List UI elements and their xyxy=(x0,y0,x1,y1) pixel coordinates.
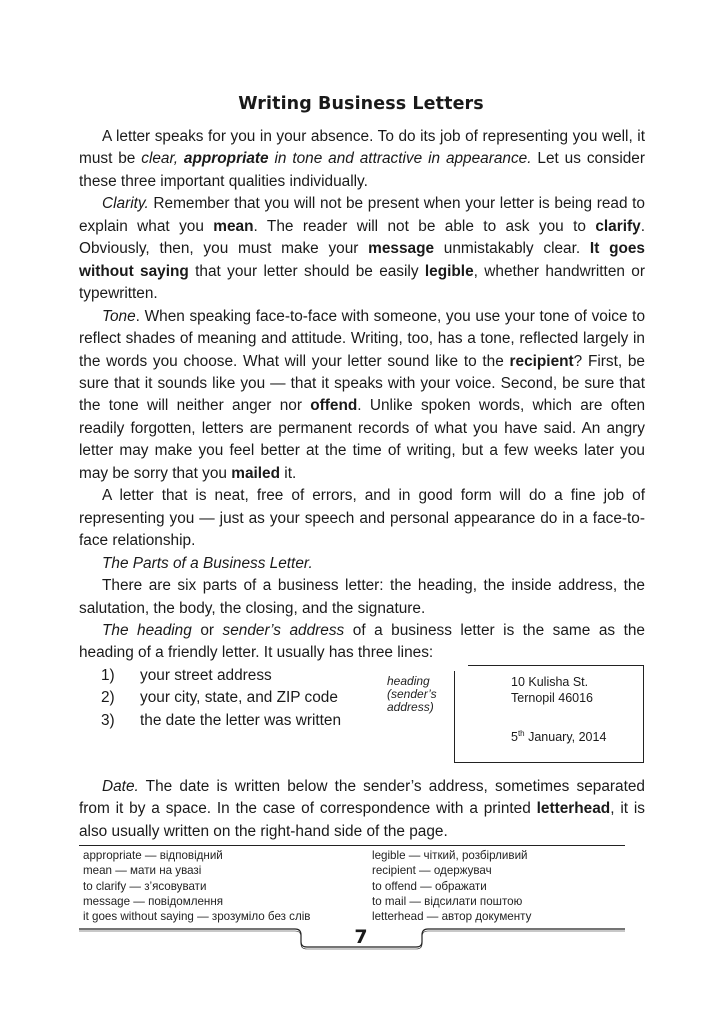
text-run: or xyxy=(191,621,223,639)
text-run: legible xyxy=(424,262,474,280)
date-rest: January, 2014 xyxy=(524,730,607,745)
text-run: Let us consider these three important qualities individually. xyxy=(79,150,645,190)
text-run: It goes without saying xyxy=(79,240,645,280)
text-run: . The reader will not be able to ask you to xyxy=(253,217,596,235)
text-run: Clarity. xyxy=(102,195,149,213)
vocab-entry: it goes without saying — зрозуміло без слів xyxy=(83,910,311,924)
text-run: , whether handwritten or typewritten. xyxy=(79,262,645,303)
page-title: Writing Business Letters xyxy=(238,94,484,114)
address-lines xyxy=(511,674,593,706)
text-run: appropriate xyxy=(183,150,269,168)
list-item xyxy=(101,710,341,732)
text-run: it. xyxy=(280,464,297,482)
date-day: 5 xyxy=(511,730,518,745)
text-run: Tone xyxy=(102,307,136,325)
text-run: mailed xyxy=(231,464,281,482)
list-item xyxy=(101,665,272,687)
text-run: Date. xyxy=(102,777,139,795)
body-text xyxy=(79,126,645,843)
text-run: letterhead xyxy=(536,800,611,818)
vocab-entry: legible — чіткий, розбірливий xyxy=(372,849,528,862)
text-run: There are six parts of a business letter: the heading, the inside address, the salutation, the body, the closing, and the signature. xyxy=(79,577,645,617)
text-run: of a business letter is the same as the heading of a friendly letter. It usually has three lines: xyxy=(79,621,645,662)
text-run: A letter that is neat, free of errors, and in good form will do a fine job of representing you — just as your speech and personal appearance do in a face-to-face relationship. xyxy=(79,487,645,550)
text-run: clear, xyxy=(141,150,184,168)
paragraph xyxy=(79,620,645,665)
heading-lines-section xyxy=(79,665,645,776)
address-date xyxy=(511,723,606,749)
vocab-entry: to mail — відсилати поштою xyxy=(372,894,523,908)
list-number: 2) xyxy=(101,688,115,706)
vocab-entry: letterhead — автор документу xyxy=(372,910,532,924)
text-run: sender’s address xyxy=(222,621,345,639)
box-gap xyxy=(454,665,468,671)
address-city: Ternopil 46016 xyxy=(511,690,594,705)
text-run: ? First, be sure that it sounds like you — that it speaks with your voice. Second, be sure that the tone will neither anger nor xyxy=(79,352,645,415)
text-run: recipient xyxy=(509,352,574,370)
label-line: heading xyxy=(387,673,430,688)
text-run: in tone and attractive in appearance. xyxy=(268,150,532,168)
text-run: message xyxy=(368,240,435,258)
vocab-entry: appropriate — відповідний xyxy=(83,849,223,862)
label-line: address) xyxy=(387,699,434,714)
text-run: clarify xyxy=(595,217,641,235)
paragraph xyxy=(79,126,645,193)
text-run: Remember that you will not be present when your letter is being read to explain what you xyxy=(79,195,645,235)
text-run: A letter speaks for you in your absence. To do its job of representing you well, it must be xyxy=(79,128,645,168)
text-run: offend xyxy=(310,397,358,415)
text-run: mean xyxy=(213,217,254,235)
text-run: . When speaking face-to-face with someone, you use your tone of voice to reflect shades of meaning and attitude. Writing, too, has a tone, reflected largely in the words you choose. What will your letter sound like to the xyxy=(79,307,645,370)
paragraph xyxy=(79,575,645,620)
date-paragraph xyxy=(79,776,645,843)
page-number: 7 xyxy=(354,926,368,948)
label-line: (sender’s xyxy=(387,686,437,701)
paragraph xyxy=(79,485,645,552)
vocabulary-left xyxy=(83,848,363,924)
paragraph xyxy=(79,193,645,305)
list-text: your city, state, and ZIP code xyxy=(140,688,338,706)
list-item xyxy=(101,687,338,709)
text-run: . Obviously, then, you must make your xyxy=(79,217,645,258)
paragraph xyxy=(79,306,645,486)
list-number: 3) xyxy=(101,711,115,729)
text-run: , it is also usually written on the right-hand side of the page. xyxy=(79,800,645,840)
date-suffix: th xyxy=(517,728,525,738)
text-run: The heading xyxy=(102,621,192,639)
vocab-entry: message — повідомлення xyxy=(83,894,224,908)
text-run: The date is written below the sender’s address, sometimes separated from it by a space. In the case of correspondence with a printed xyxy=(79,777,645,818)
text-run: that your letter should be easily xyxy=(188,262,425,280)
text-run: . Unlike spoken words, which are often readily forgotten, letters are permanent records of what you have said. An angry letter may make you feel better at the time of writing, but a few weeks later you may be sorry that you xyxy=(79,397,646,482)
text-run: The Parts of a Business Letter. xyxy=(102,554,313,572)
address-street: 10 Kulisha St. xyxy=(511,674,589,689)
vocab-entry: to offend — ображати xyxy=(372,879,487,893)
vocabulary-divider xyxy=(79,845,625,846)
list-text: your street address xyxy=(140,666,272,684)
heading-label xyxy=(387,675,437,714)
vocabulary-right xyxy=(372,848,652,924)
list-number: 1) xyxy=(101,666,115,684)
vocab-entry: mean — мати на увазі xyxy=(83,864,202,878)
list-text: the date the letter was written xyxy=(140,711,342,729)
paragraph xyxy=(79,553,645,575)
vocab-entry: to clarify — з’ясовувати xyxy=(83,879,207,893)
text-run: unmistakably clear. xyxy=(434,240,590,258)
vocab-entry: recipient — одержувач xyxy=(372,864,492,878)
